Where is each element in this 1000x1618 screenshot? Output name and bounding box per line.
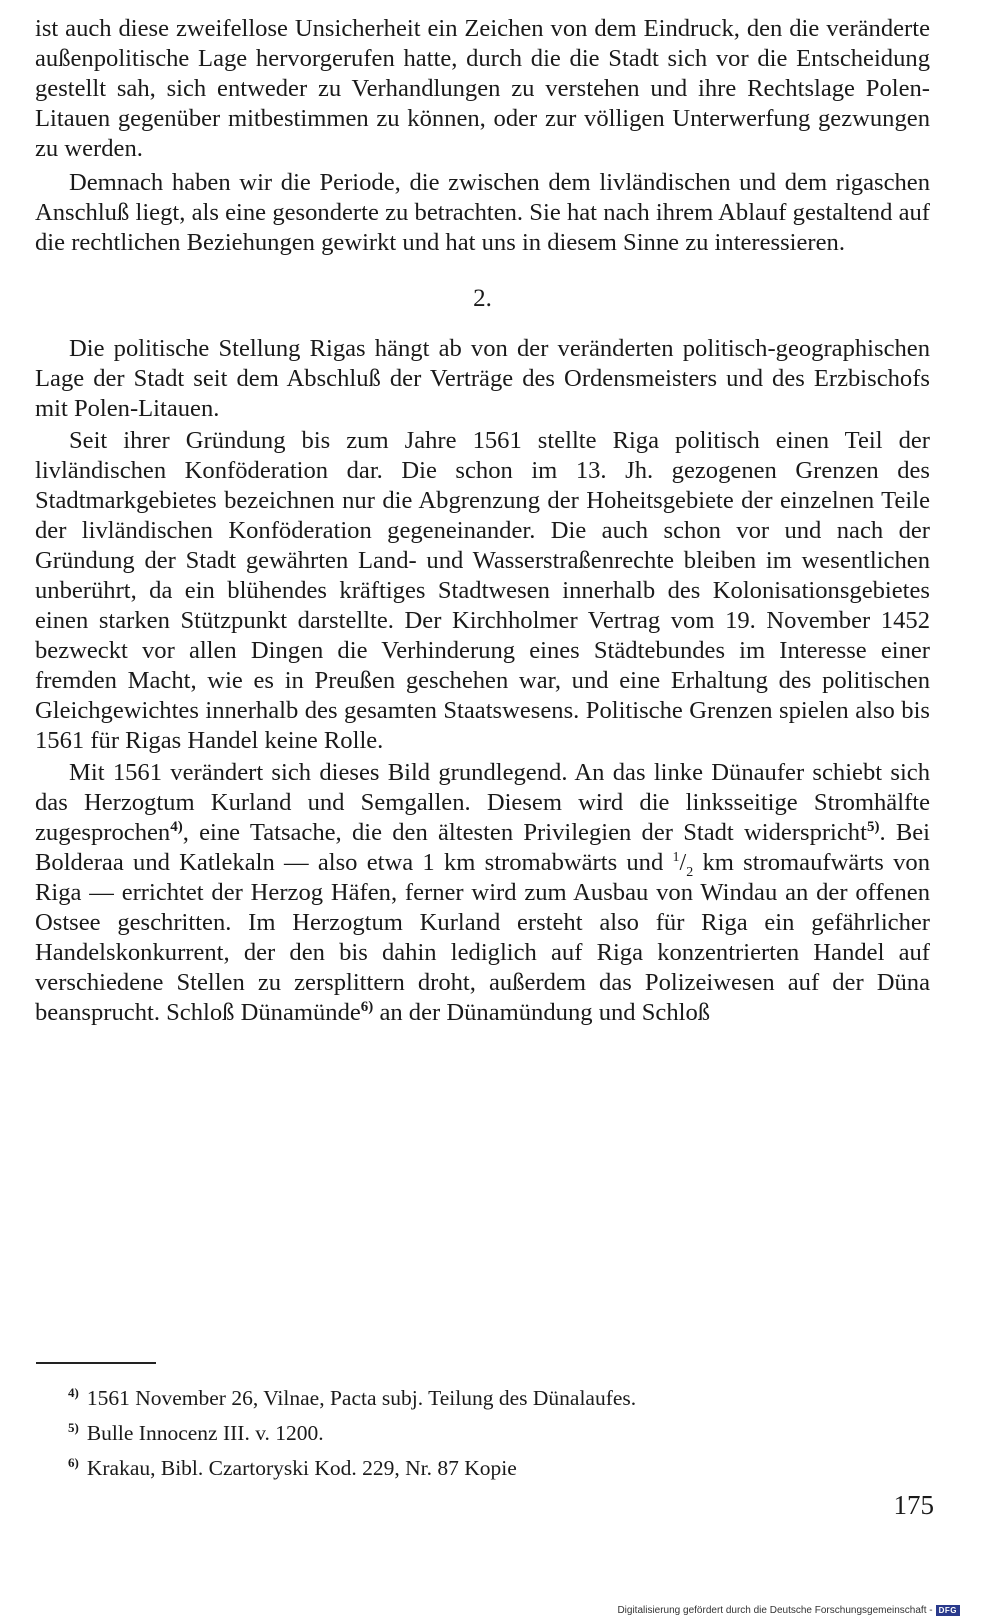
paragraph-3: Die politische Stellung Rigas hängt ab von der veränderten politisch-geographischen Lage der Stadt seit dem Abschluß der Verträge des Ordensmeisters und des Erzbischofs mit Polen-Litauen.	[35, 335, 930, 422]
fraction-denominator: 2	[686, 864, 694, 880]
footnote-text: Bulle Innocenz III. v. 1200.	[86, 1421, 324, 1446]
paragraph-5-part-b: , eine Tatsache, die den ältesten Privilegien der Stadt widerspricht	[182, 819, 867, 846]
page-number: 175	[893, 1490, 934, 1520]
footnote-5	[68, 1413, 928, 1448]
footnote-text: Krakau, Bibl. Czartoryski Kod. 229, Nr. 87 Kopie	[86, 1456, 517, 1481]
footnote-ref-5[interactable]: 5)	[866, 818, 880, 835]
footnote-mark: 6)	[68, 1455, 79, 1471]
footnote-mark: 4)	[68, 1385, 79, 1400]
footnotes	[68, 1378, 928, 1483]
dfg-logo-icon: DFG	[936, 1605, 960, 1616]
digitization-credit	[617, 1605, 960, 1616]
paragraph-5-part-e: an der Dünamündung und Schloß	[373, 999, 711, 1026]
fraction-numerator: 1	[672, 850, 680, 865]
paragraph-4: Seit ihrer Gründung bis zum Jahre 1561 stellte Riga politisch einen Teil der livländischen Konföderation dar. Die schon im 13. Jh. gezogenen Grenzen des Stadtmarkgebietes bezeichnen nur die Abgrenzung der Hoheitsgebiete der einzelnen Teile der livländischen Konföderation gegeneinander. Die auch schon vor und nach der Gründung der Stadt gewährten Land- und Wasserstraßenrechte bleiben im wesentlichen unberührt, da ein blühendes kräftiges Stadtwesen innerhalb des Kolonisationsgebietes einen starken Stützpunkt darstellte. Der Kirchholmer Vertrag vom 19. November 1452 bezweckt vor allen Dingen die Verhinderung eines Städtebundes im Interesse einer fremden Macht, wie es in Preußen geschehen war, und eine Erhaltung des politischen Gleichgewichtes innerhalb des gesamten Staatswesens. Politische Grenzen spielen also bis 1561 für Rigas Handel keine Rolle.	[35, 427, 930, 754]
footnote-divider	[36, 1362, 156, 1364]
paragraph-2: Demnach haben wir die Periode, die zwischen dem livländischen und dem rigaschen Anschluß liegt, als eine gesonderte zu betrachten. Sie hat nach ihrem Ablauf gestaltend auf die rechtlichen Beziehungen gewirkt und hat uns in diesem Sinne zu interessieren.	[35, 169, 930, 256]
footnote-6	[68, 1448, 928, 1483]
paragraph-5-part-d: km stromaufwärts von Riga — errichtet der Herzog Häfen, ferner wird zum Ausbau von Windau an der offenen Ostsee geschritten. Im Herzogtum Kurland ersteht also für Riga ein gefährlicher Handelskonkurrent, der den bis dahin lediglich auf Riga konzentrierten Handel auf verschiedene Stellen zu zersplittern droht, außerdem das Polizeiwesen auf der Düna beansprucht. Schloß Dünamünde	[35, 849, 930, 1026]
footnote-mark: 5)	[68, 1420, 79, 1436]
footnote-ref-6[interactable]: 6)	[360, 998, 374, 1015]
page-body	[35, 14, 930, 1028]
fraction-half: $^1/_2$	[672, 850, 694, 880]
paragraph-5-part-c: . Bei Bolderaa und Katlekaln — also etwa 1 km stromabwärts und	[35, 819, 930, 876]
footnote-ref-4[interactable]: 4)	[170, 818, 183, 835]
paragraph-5-part-a: Mit 1561 verändert sich dieses Bild grundlegend. An das linke Dünaufer schiebt sich das Herzogtum Kurland und Semgallen. Diesem wird die linksseitige Stromhälfte zugesprochen	[35, 759, 930, 846]
paragraph-1: ist auch diese zweifellose Unsicherheit ein Zeichen von dem Eindruck, den die veränderte außenpolitische Lage hervorgerufen hatte, durch die die Stadt sich vor die Entscheidung gestellt sah, sich entweder zu Verhandlungen zu verstehen und ihre Rechtslage Polen-Litauen gegenüber mitbestimmen zu können, oder zur völligen Unterwerfung gezwungen zu werden.	[35, 15, 930, 162]
footnote-4	[68, 1378, 928, 1413]
section-number: 2.	[473, 285, 492, 312]
footnote-text: 1561 November 26, Vilnae, Pacta subj. Teilung des Dünalaufes.	[86, 1386, 637, 1411]
paragraph-5	[35, 758, 930, 1028]
credit-text: Digitalisierung gefördert durch die Deutsche Forschungsgemeinschaft -	[617, 1605, 933, 1616]
